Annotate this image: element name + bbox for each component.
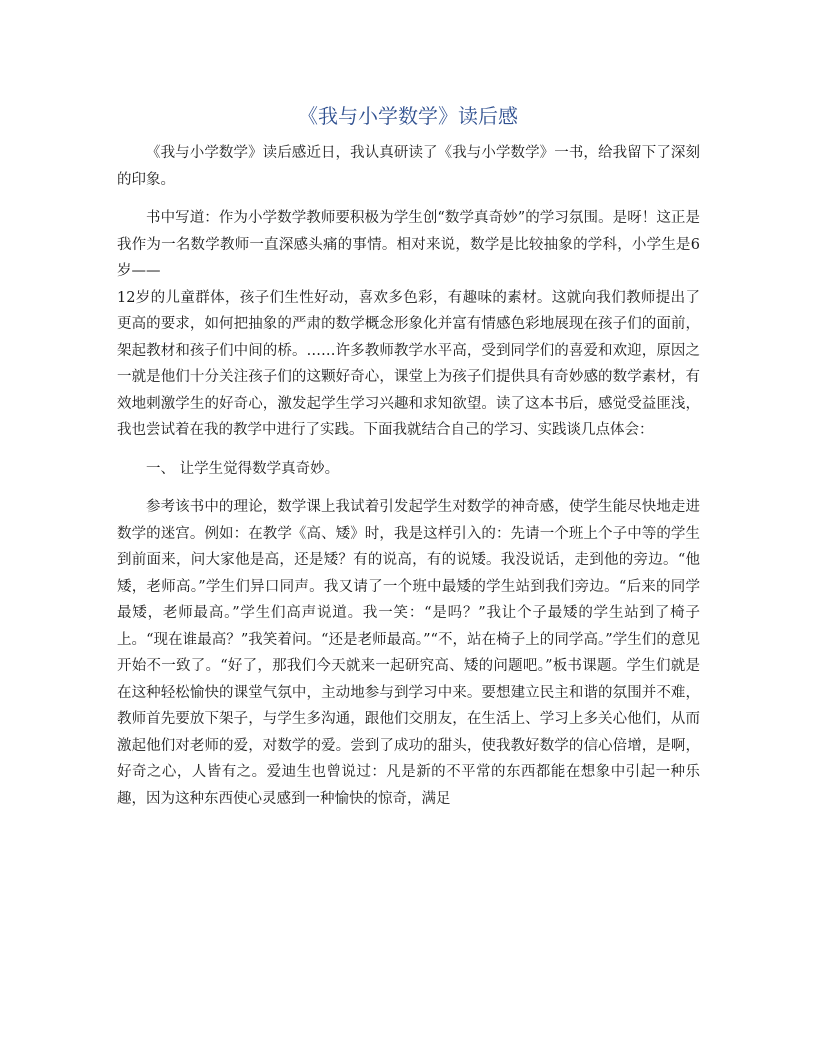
paragraph-intro: 《我与小学数学》读后感近日，我认真研读了《我与小学数学》一书，给我留下了深刻的印象。 — [117, 145, 700, 188]
paragraph-quote: 书中写道：作为小学数学教师要积极为学生创“数学真奇妙”的学习氛围。是呀！这正是我作为一名数学教师一直深感头痛的事情。相对来说，数学是比较抽象的学科，小学生是6岁—— — [117, 210, 700, 279]
document-title: 《我与小学数学》读后感 — [298, 104, 518, 128]
paragraph-example: 参考该书中的理论，数学课上我试着引发起学生对数学的神奇感，使学生能尽快地走进数学的迷宫。例如：在教学《高、矮》时，我是这样引入的：先请一个班上个子中等的学生到前面来，问大家他是高，还是矮？有的说高，有的说矮。我没说话，走到他的旁边。“他矮，老师高。”学生们异口同声。我又请了一个班中最矮的学生站到我们旁边。“后来的同学最矮，老师最高。”学生们高声说道。我一笑：“是吗？”我让个子最矮的学生站到了椅子上。“现在谁最高？”我笑着问。“还是老师最高。”“不，站在椅子上的同学高。”学生们的意见开始不一致了。“好了，那我们今天就来一起研究高、矮的问题吧。”板书课题。学生们就是在这种轻松愉快的课堂气氛中，主动地参与到学习中来。要想建立民主和谐的氛围并不难，教师首先要放下架子，与学生多沟通，跟他们交朋友，在生活上、学习上多关心他们，从而激起他们对老师的爱，对数学的爱。尝到了成功的甜头，使我教好数学的信心倍增，是啊，好奇之心，人皆有之。爱迪生也曾说过：凡是新的不平常的东西都能在想象中引起一种乐趣，因为这种东西使心灵感到一种愉快的惊奇，满足 — [117, 499, 700, 807]
section-heading-1: 一、 让学生觉得数学真奇妙。 — [146, 460, 340, 477]
paragraph-continuation: 12岁的儿童群体，孩子们生性好动，喜欢多色彩，有趣味的素材。这就向我们教师提出了更高的要求，如何把抽象的严肃的数学概念形象化并富有情感色彩地展现在孩子们的面前，架起教材和孩子们中间的桥。……许多教师教学水平高，受到同学们的喜爱和欢迎，原因之一就是他们十分关注孩子们的这颗好奇心，课堂上为孩子们提供具有奇妙感的数学素材，有效地刺激学生的好奇心，激发起学生学习兴趣和求知欲望。读了这本书后，感觉受益匪浅，我也尝试着在我的教学中进行了实践。下面我就结合自己的学习、实践谈几点体会： — [117, 289, 700, 438]
document-body — [117, 140, 700, 812]
